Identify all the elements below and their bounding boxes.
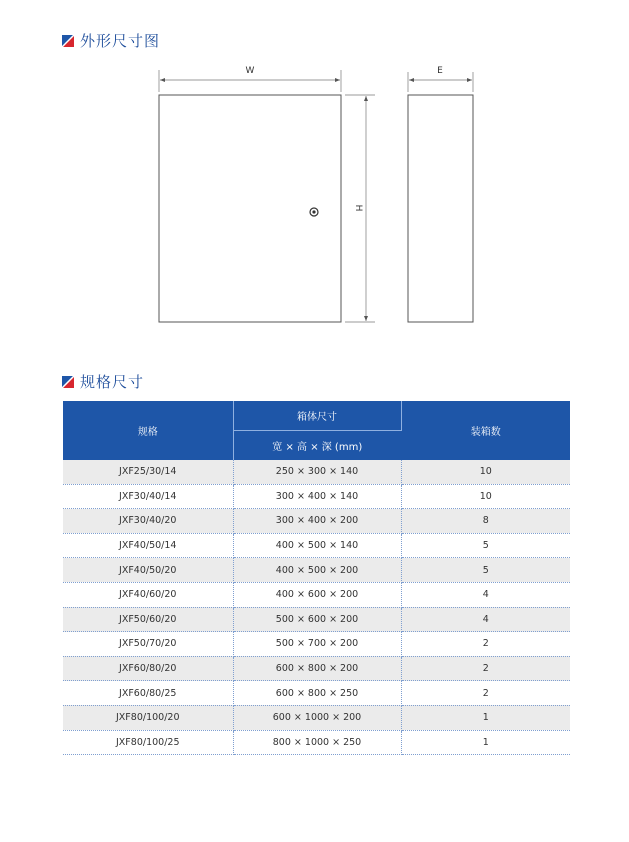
cell-size: 400 × 500 × 140 [233,533,401,558]
cell-size: 300 × 400 × 140 [233,484,401,509]
cell-size: 600 × 800 × 250 [233,681,401,706]
header-box-size: 箱体尺寸 [233,401,401,431]
cell-model: JXF80/100/20 [63,705,233,730]
table-row [63,632,570,657]
cell-model: JXF30/40/20 [63,509,233,534]
cell-model: JXF40/50/20 [63,558,233,583]
cell-size: 600 × 1000 × 200 [233,705,401,730]
spec-title-text: 规格尺寸 [80,373,145,391]
cell-size: 600 × 800 × 200 [233,656,401,681]
lock-icon [310,208,318,216]
table-row [63,509,570,534]
cell-model: JXF50/60/20 [63,607,233,632]
table-row [63,460,570,484]
cell-size: 800 × 1000 × 250 [233,730,401,755]
cell-model: JXF80/100/25 [63,730,233,755]
cell-size: 400 × 600 × 200 [233,582,401,607]
table-row [63,656,570,681]
cell-size: 300 × 400 × 200 [233,509,401,534]
height-label: H [353,204,363,212]
cell-size: 500 × 600 × 200 [233,607,401,632]
table-row [63,607,570,632]
cell-model: JXF30/40/14 [63,484,233,509]
spec-table [63,401,570,755]
cell-qty: 1 [401,705,570,730]
section-flag-icon [62,376,74,388]
outline-title-text: 外形尺寸图 [80,32,161,50]
cell-qty: 4 [401,607,570,632]
cell-qty: 10 [401,484,570,509]
depth-label: E [437,66,443,76]
cell-size: 250 × 300 × 140 [233,460,401,484]
table-row [63,558,570,583]
cell-model: JXF60/80/25 [63,681,233,706]
header-qty: 装箱数 [401,401,570,460]
cell-qty: 2 [401,632,570,657]
cell-qty: 10 [401,460,570,484]
table-row [63,533,570,558]
cell-model: JXF40/50/14 [63,533,233,558]
table-row [63,582,570,607]
cell-qty: 2 [401,656,570,681]
cell-qty: 5 [401,558,570,583]
cell-model: JXF25/30/14 [63,460,233,484]
cell-model: JXF60/80/20 [63,656,233,681]
cell-qty: 5 [401,533,570,558]
table-row [63,681,570,706]
spec-section-title [62,371,144,392]
side-view-box [408,95,473,322]
cell-qty: 2 [401,681,570,706]
cell-qty: 4 [401,582,570,607]
header-model: 规格 [63,401,233,460]
cell-model: JXF40/60/20 [63,582,233,607]
cell-size: 400 × 500 × 200 [233,558,401,583]
outline-drawing [0,0,629,360]
header-box-size-sub: 宽 × 高 × 深 (mm) [233,431,401,461]
width-label: W [245,66,255,76]
table-row [63,730,570,755]
cell-model: JXF50/70/20 [63,632,233,657]
table-row [63,484,570,509]
table-row [63,705,570,730]
cell-size: 500 × 700 × 200 [233,632,401,657]
cell-qty: 1 [401,730,570,755]
cell-qty: 8 [401,509,570,534]
